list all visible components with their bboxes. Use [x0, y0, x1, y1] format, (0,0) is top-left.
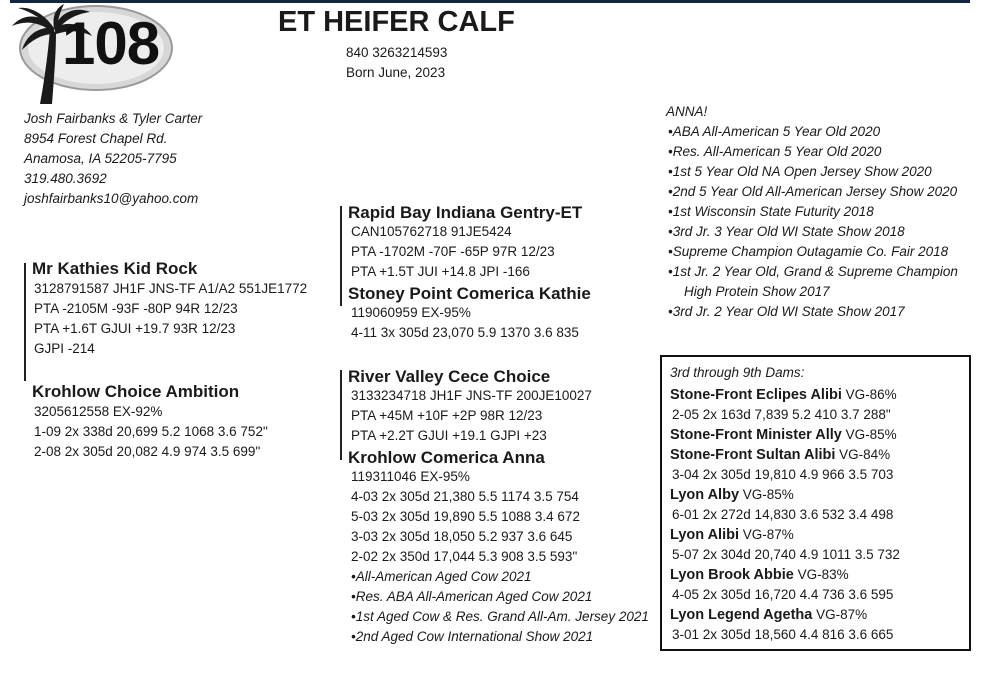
- sire-dam-name: Krohlow Choice Ambition: [32, 382, 240, 401]
- anna-honor-4: •2nd 5 Year Old All-American Jersey Show 2020: [668, 184, 958, 199]
- dam-entry-4: Lyon Alby VG-85%: [670, 487, 794, 503]
- dam-honor-3: •1st Aged Cow & Res. Grand All-Am. Jersey 2021: [351, 609, 649, 624]
- dam-sire-bracket-line: [340, 370, 342, 460]
- dam-entry-6: Lyon Brook Abbie VG-83%: [670, 567, 849, 583]
- dam-sire-pta-1: PTA +45M +10F +2P 98R 12/23: [351, 408, 543, 423]
- mgd-record: 4-11 3x 305d 23,070 5.9 1370 3.6 835: [351, 325, 579, 340]
- dam-entry-3: Stone-Front Sultan Alibi VG-84%: [670, 447, 891, 463]
- dam-name: Krohlow Comerica Anna: [348, 448, 545, 467]
- mgs-info: [351, 222, 555, 282]
- dam-entry-6-record: 4-05 2x 305d 16,720 4.4 736 3.6 595: [672, 587, 894, 602]
- dams-box-heading: 3rd through 9th Dams:: [670, 365, 805, 380]
- dams-list: [670, 385, 900, 645]
- consignor-block: [24, 109, 202, 209]
- dam-record-4: 2-02 2x 350d 17,044 5.3 908 3.5 593": [351, 549, 578, 564]
- anna-honor-1: •ABA All-American 5 Year Old 2020: [668, 124, 881, 139]
- dam-entry-3-record: 3-04 2x 305d 19,810 4.9 966 3.5 703: [672, 467, 894, 482]
- dam-entry-4-record: 6-01 2x 272d 14,830 3.6 532 3.4 498: [672, 507, 894, 522]
- dam-sire-name: River Valley Cece Choice: [348, 367, 551, 386]
- dam-entry-2: Stone-Front Minister Ally VG-85%: [670, 427, 897, 443]
- sire-dam-record-2: 2-08 2x 305d 20,082 4.9 974 3.5 699": [34, 444, 261, 459]
- sire-bracket-line: [24, 263, 26, 381]
- anna-heading: ANNA!: [666, 104, 708, 119]
- sire-dam-record-1: 1-09 2x 338d 20,699 5.2 1068 3.6 752": [34, 424, 268, 439]
- consignor-city: Anamosa, IA 52205-7795: [24, 151, 177, 166]
- mgs-pta-1: PTA -1702M -70F -65P 97R 12/23: [351, 244, 555, 259]
- dam-reg: 119311046 EX-95%: [351, 469, 470, 484]
- anna-honor-9: •3rd Jr. 2 Year Old WI State Show 2017: [668, 304, 905, 319]
- dam-sire-info: [351, 386, 592, 446]
- dam-sire-reg: 3133234718 JH1F JNS-TF 200JE10027: [351, 388, 592, 403]
- sire-gjpi: GJPI -214: [34, 341, 95, 356]
- mgd-reg: 119060959 EX-95%: [351, 305, 471, 320]
- dam-entry-5: Lyon Alibi VG-87%: [670, 527, 794, 543]
- anna-honor-7: •Supreme Champion Outagamie Co. Fair 2018: [668, 244, 949, 259]
- sire-pta-2: PTA +1.6T GJUI +19.7 93R 12/23: [34, 321, 236, 336]
- mgd-info: [351, 303, 579, 343]
- consignor-street: 8954 Forest Chapel Rd.: [24, 131, 168, 146]
- lot-logo: [10, 2, 175, 107]
- dam-honor-4: •2nd Aged Cow International Show 2021: [351, 629, 594, 644]
- dam-entry-7: Lyon Legend Agetha VG-87%: [670, 607, 868, 623]
- dam-sire-pta-2: PTA +2.2T GJUI +19.1 GJPI +23: [351, 428, 547, 443]
- anna-honor-8: •1st Jr. 2 Year Old, Grand & Supreme Champion: [668, 264, 958, 279]
- anna-honor-5: •1st Wisconsin State Futurity 2018: [668, 204, 874, 219]
- dam-entry-1: Stone-Front Eclipes Alibi VG-86%: [670, 387, 897, 403]
- dam-record-1: 4-03 2x 305d 21,380 5.5 1174 3.5 754: [351, 489, 579, 504]
- dam-honor-1: •All-American Aged Cow 2021: [351, 569, 532, 584]
- birth-date: Born June, 2023: [346, 65, 446, 80]
- dam-honor-2: •Res. ABA All-American Aged Cow 2021: [351, 589, 593, 604]
- dam-record-2: 5-03 2x 305d 19,890 5.5 1088 3.4 672: [351, 509, 580, 524]
- mgs-reg: CAN105762718 91JE5424: [351, 224, 512, 239]
- sire-dam-info: [34, 402, 268, 462]
- dam-entry-5-record: 5-07 2x 304d 20,740 4.9 1011 3.5 732: [672, 547, 900, 562]
- mgs-name: Rapid Bay Indiana Gentry-ET: [348, 203, 583, 222]
- lot-number: 108: [62, 10, 160, 77]
- page-title: ET HEIFER CALF: [278, 6, 515, 38]
- sire-info: [34, 279, 307, 359]
- dam-entry-1-record: 2-05 2x 163d 7,839 5.2 410 3.7 288": [672, 407, 891, 422]
- anna-list: [668, 122, 958, 322]
- mgd-name: Stoney Point Comerica Kathie: [348, 284, 591, 303]
- sire-reg: 3128791587 JH1F JNS-TF A1/A2 551JE1772: [34, 281, 308, 296]
- dam-record-3: 3-03 2x 305d 18,050 5.2 937 3.6 645: [351, 529, 573, 544]
- anna-honor-6: •3rd Jr. 3 Year Old WI State Show 2018: [668, 224, 905, 239]
- dam-entry-7-record: 3-01 2x 305d 18,560 4.4 816 3.6 665: [672, 627, 894, 642]
- sire-dam-reg: 3205612558 EX-92%: [34, 404, 163, 419]
- consignor-name: Josh Fairbanks & Tyler Carter: [24, 111, 203, 126]
- anna-honor-2: •Res. All-American 5 Year Old 2020: [668, 144, 882, 159]
- registration-number: 840 3263214593: [346, 45, 448, 60]
- anna-honor-8-cont: High Protein Show 2017: [684, 284, 830, 299]
- consignor-email: joshfairbanks10@yahoo.com: [24, 191, 199, 206]
- dams-box: [660, 355, 971, 651]
- anna-honor-3: •1st 5 Year Old NA Open Jersey Show 2020: [668, 164, 932, 179]
- mgs-pta-2: PTA +1.5T JUI +14.8 JPI -166: [351, 264, 530, 279]
- mgs-bracket-line: [340, 206, 342, 306]
- dam-info: [351, 467, 649, 647]
- consignor-phone: 319.480.3692: [24, 171, 107, 186]
- sire-name: Mr Kathies Kid Rock: [32, 259, 198, 278]
- sire-pta-1: PTA -2105M -93F -80P 94R 12/23: [34, 301, 238, 316]
